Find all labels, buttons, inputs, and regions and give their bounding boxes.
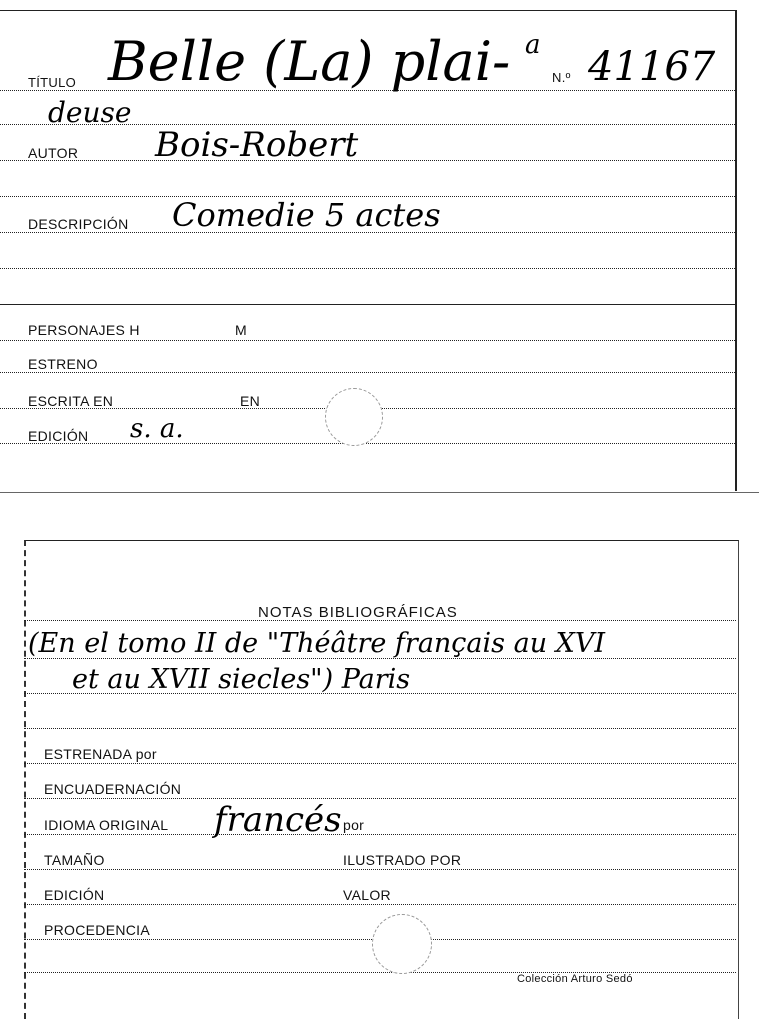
descripcion-label: DESCRIPCIÓN bbox=[28, 216, 129, 232]
numero-label: N.º bbox=[552, 70, 571, 85]
edicion-label: EDICIÓN bbox=[28, 428, 89, 444]
punch-hole bbox=[325, 388, 383, 446]
encuadernacion-label: ENCUADERNACIÓN bbox=[44, 781, 182, 797]
procedencia-label: PROCEDENCIA bbox=[44, 922, 150, 938]
ilustrado-label: ILUSTRADO POR bbox=[343, 852, 462, 868]
titulo-value-cont: deuse bbox=[48, 96, 132, 129]
tamano-label: TAMAÑO bbox=[44, 852, 105, 868]
punch-hole bbox=[372, 914, 432, 974]
card2-rule bbox=[24, 869, 736, 870]
idioma-por-label: por bbox=[343, 817, 365, 833]
escrita-en2-label: EN bbox=[240, 393, 261, 409]
titulo-value: Belle (La) plai- bbox=[108, 30, 511, 93]
descripcion-value: Comedie 5 actes bbox=[172, 196, 441, 234]
edicion2-label: EDICIÓN bbox=[44, 887, 105, 903]
titulo-label: TÍTULO bbox=[28, 75, 77, 90]
coleccion-label: Colección Arturo Sedó bbox=[517, 973, 633, 985]
notas-line-2: et au XVII siecles") Paris bbox=[72, 664, 411, 695]
notas-heading: NOTAS BIBLIOGRÁFICAS bbox=[258, 604, 458, 621]
estrenada-label: ESTRENADA por bbox=[44, 746, 157, 762]
card1-rule bbox=[0, 268, 735, 269]
card2-rule bbox=[24, 728, 736, 729]
personajes-m-label: M bbox=[235, 322, 247, 338]
card2-rule bbox=[24, 763, 736, 764]
escrita-en-label: ESCRITA EN bbox=[28, 393, 114, 409]
card1-rule bbox=[0, 443, 735, 444]
autor-label: AUTOR bbox=[28, 145, 79, 161]
valor-label: VALOR bbox=[343, 887, 391, 903]
notas-line-1: (En el tomo II de "Théâtre français au XVI bbox=[28, 628, 606, 659]
card1-rule bbox=[0, 340, 735, 341]
card1-rule bbox=[0, 160, 735, 161]
numero-prefix: a bbox=[525, 30, 541, 60]
edicion-value: s. a. bbox=[130, 414, 184, 444]
card1-rule bbox=[0, 304, 735, 305]
card2-rule bbox=[24, 834, 736, 835]
estreno-label: ESTRENO bbox=[28, 356, 98, 372]
card1-rule bbox=[0, 372, 735, 373]
idioma-label: IDIOMA ORIGINAL bbox=[44, 817, 169, 833]
card-separator bbox=[0, 492, 759, 493]
card2-rule bbox=[24, 904, 736, 905]
autor-value: Bois-Robert bbox=[155, 125, 359, 165]
idioma-value: francés bbox=[214, 800, 342, 840]
numero-value: 41167 bbox=[588, 44, 716, 90]
personajes-label: PERSONAJES H bbox=[28, 322, 140, 338]
card2-rule bbox=[24, 798, 736, 799]
